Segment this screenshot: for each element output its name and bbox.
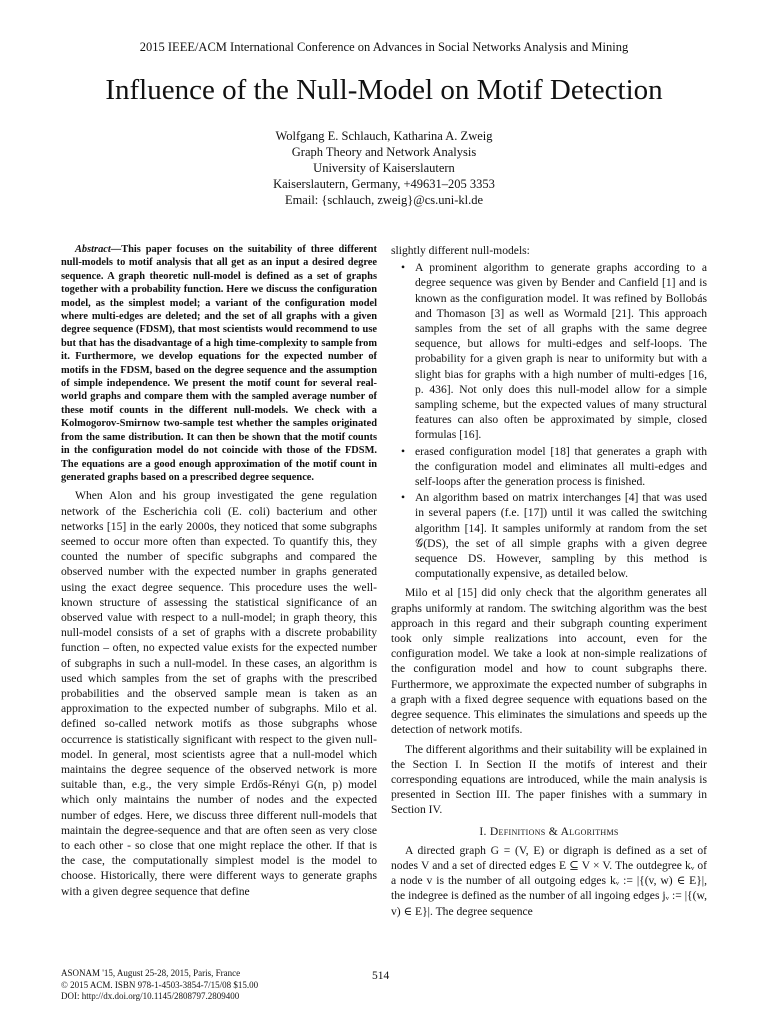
bullet-icon: • bbox=[401, 491, 406, 505]
body-paragraph: A directed graph G = (V, E) or digraph is defined as a set of nodes V and a set of directed edges E ⊆ V × V. The outdegree kᵥ of a node v is the number of all outgoing edges kᵥ := |{(v, w) ∈ E}|, the indegree is defined as the number of all ingoing edges jᵥ := |{(w, v) ∈ E}|. The degree sequence bbox=[391, 843, 707, 918]
affiliation-line-2: University of Kaiserslautern bbox=[313, 161, 455, 175]
null-model-list bbox=[391, 260, 707, 581]
footer-venue: ASONAM '15, August 25-28, 2015, Paris, France bbox=[61, 968, 241, 978]
list-item: • erased configuration model [18] that generates a graph with the configuration model and eliminates all multi-edges and self-loops after the generation process is finished. bbox=[401, 444, 707, 489]
footer-copyright: © 2015 ACM. ISBN 978-1-4503-3854-7/15/08 $15.00 bbox=[61, 979, 259, 990]
section-heading: I. Definitions & Algorithms bbox=[479, 824, 619, 838]
intro-paragraph: When Alon and his group investigated the gene regulation network of the Escherichia coli (E. coli) bacterium and other networks [15] in the early 2000s, they noticed that some subgraphs seemed to occur more often than expected. To quantify this, they counted the number of specific subgraphs and compared the observed number with the expected number in graphs generated using the exact degree sequence. This procedure uses the well-known structure of assessing the statistical significance of an observed value with respect to a null-model; in graph theory, this null-model consists of a set of graphs with a discrete probability function – often, no expected value exists for the expected number of subgraphs in such a null-model. In these cases, an algorithm is used which samples from the set of graphs with the prescribed probabilities and the observed sample mean is taken as an approximation to the expected number of subgraphs. Milo et al. defined so-called network motifs as those subgraphs whose occurrence is statistically significant with respect to the given null-model. In general, most scientists agree that a null-model which maintains the degree sequence of the observed network is more suitable than, e.g., the very simple Erdős-Rényi G(n, p) model which only maintains the number of nodes and the expected number of edges. Here, we discuss three different null-models that maintain the degree-sequence and that are often seen as very close to each other - so close that one might replace the other. If that is the case, the computationally simplest model is the model to choose. Historically, there were different ways to generate graphs with a given degree sequence that define bbox=[61, 489, 377, 898]
list-item: • An algorithm based on matrix interchanges [4] that was used in several papers (f.e. [17]) until it was called the switching algorithm [14]. It samples uniformly at random from the set 𝒢(DS), the set of all simple graphs with a given degree sequence DS. However, sampling by this method is computationally expensive, as detailed below. bbox=[401, 491, 707, 581]
abstract-label: Abstract bbox=[75, 244, 111, 255]
paper-title: Influence of the Null-Model on Motif Detection bbox=[105, 74, 663, 106]
author-block bbox=[0, 128, 768, 208]
copyright-footer bbox=[61, 968, 258, 1003]
affiliation-line-1: Graph Theory and Network Analysis bbox=[291, 145, 477, 159]
bullet-icon: • bbox=[401, 261, 406, 275]
right-column bbox=[391, 243, 707, 919]
abstract-text: —This paper focuses on the suitability of three different null-models to motif analysis that all get as an input a desired degree sequence. A graph theoretic null-model is defined as a set of graphs together with a probability function. Here we discuss the configuration model, as the simplest model; a variant of the configuration model where multi-edges are deleted; and the set of all graphs with a given degree sequence (FDSM), that most scientists would recommend to use but that has the disadvantage of a high time-complexity to sample from it. Furthermore, we develop equations for the expected number of motifs in the FDSM, based on the degree sequence and the assumption of simple independence. We present the motif count for several real-world graphs and compare them with the sampled average number of these motif counts in the different null-models. We check with a Kolmogorov-Smirnow two-sample test whether the samples originated from the same distribution. It can then be shown that the motif counts in the configuration model do not coincide with those of the FDSM. The equations are a good enough approximation of the motif count in generated graphs based on a prescribed degree sequence. bbox=[61, 244, 377, 483]
conference-header: 2015 IEEE/ACM International Conference on Advances in Social Networks Analysis and Mining bbox=[139, 40, 629, 54]
abstract bbox=[61, 243, 377, 484]
bullet-lead-in: slightly different null-models: bbox=[391, 244, 530, 257]
body-paragraph: The different algorithms and their suitability will be explained in the Section I. In Section II the motifs of interest and their corresponding equations are introduced, while the main analysis is presented in Section III. The paper finishes with a summary in Section IV. bbox=[391, 742, 707, 817]
affiliation-line-3: Kaiserslautern, Germany, +49631–205 3353 bbox=[273, 177, 495, 191]
author-email: Email: {schlauch, zweig}@cs.uni-kl.de bbox=[284, 193, 484, 207]
author-names: Wolfgang E. Schlauch, Katharina A. Zweig bbox=[275, 129, 493, 143]
page-number: 514 bbox=[372, 970, 390, 982]
body-paragraph: Milo et al [15] did only check that the algorithm generates all graphs uniformly at random. The switching algorithm was the best approach in this regard and their subgraph counting experiment took only simple realizations into account, even for the configuration model. We take a look at non-simple realizations of the configuration model and how to count subgraphs there. Furthermore, we approximate the expected number of subgraphs in a graph with a fixed degree sequence with equations based on the degree sequence. This eliminates the simulations and speeds up the detection of network motifs. bbox=[391, 586, 707, 737]
footer-doi: DOI: http://dx.doi.org/10.1145/2808797.2809400 bbox=[61, 991, 240, 1001]
left-column bbox=[61, 243, 377, 899]
bullet-icon: • bbox=[401, 444, 406, 458]
list-item: • A prominent algorithm to generate graphs according to a degree sequence was given by Bender and Canfield [1] and is known as the configuration model. It was refined by Bollobás and Thomason [3] as well as Wormald [21]. This approach samples from the set of all graphs with the same degree sequence, but allows for multi-edges and self-loops. The probability for a given graph is near to uniformity but with a slight bias for graphs with a high number of multi-edges [16, p. 436]. Not only does this null-model allow for a simple sampling scheme, but the expected values of many structural features can also often be approximated by simple, closed formulas [16]. bbox=[401, 261, 707, 442]
